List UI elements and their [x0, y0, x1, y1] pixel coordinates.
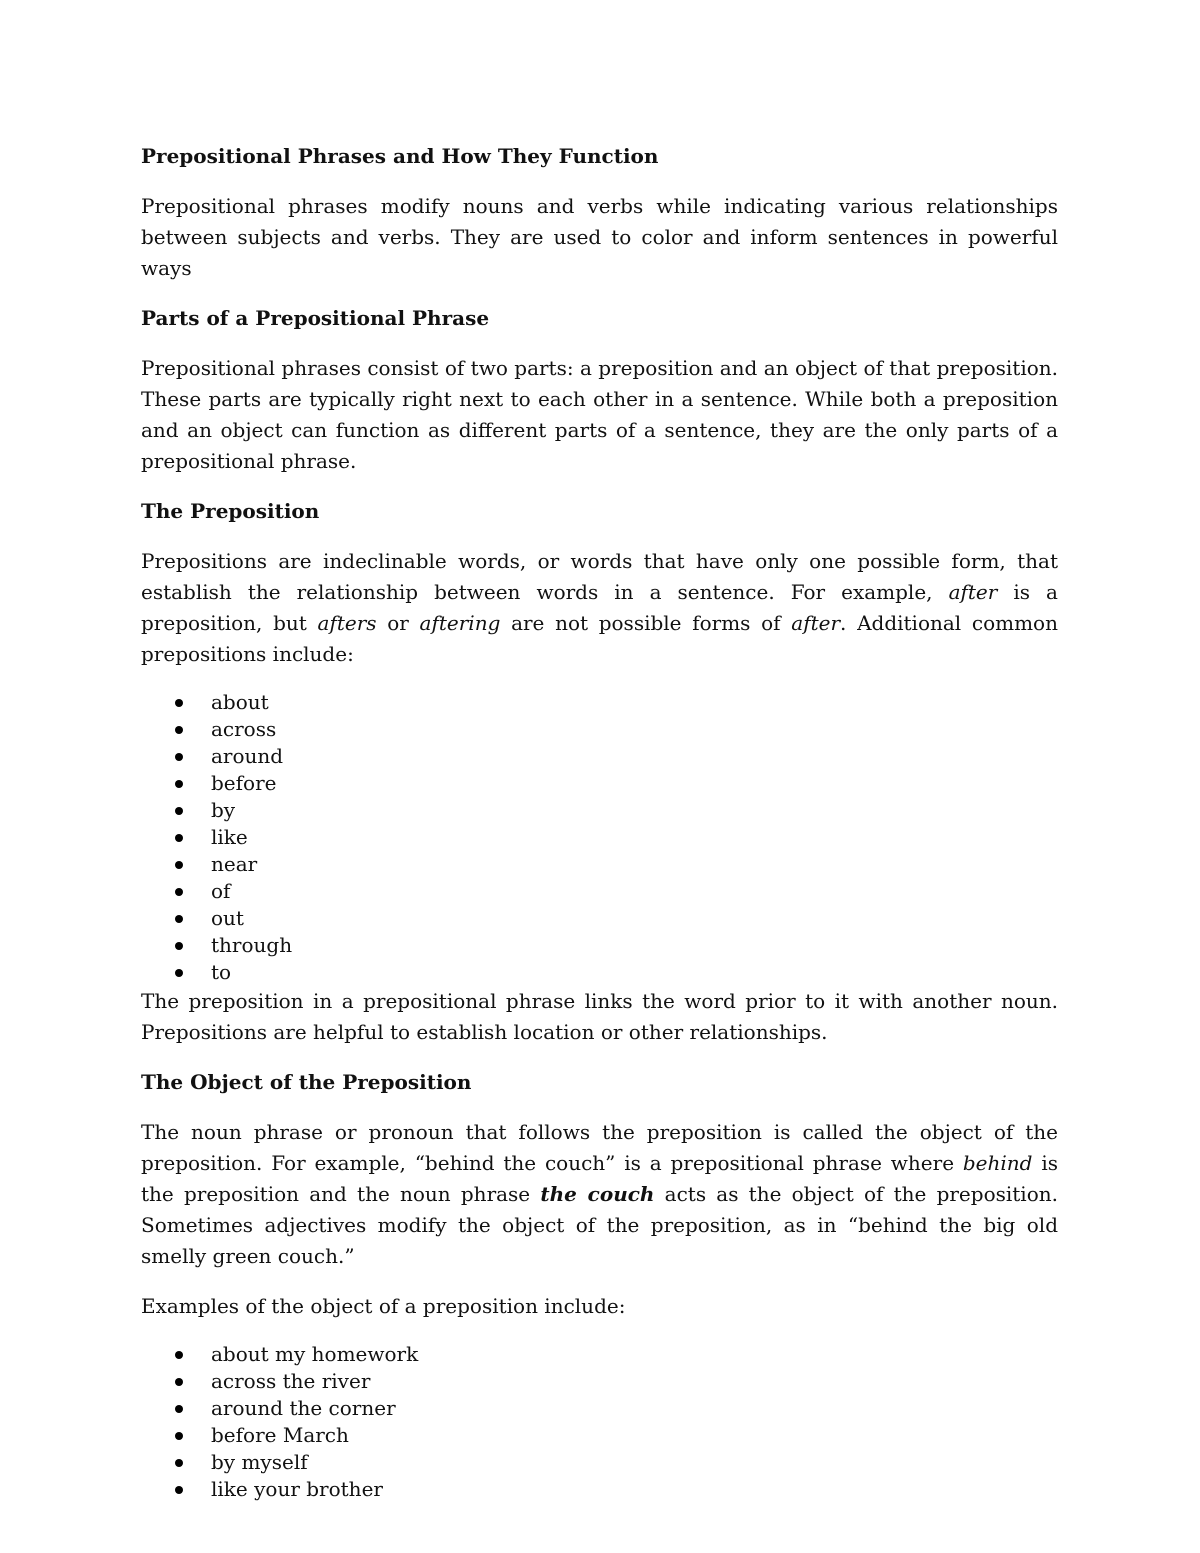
after-list-paragraph: The preposition in a prepositional phrase links the word prior to it with another noun. Prepositions are helpful to establish location or other relationships. — [141, 989, 1058, 1044]
preposition-heading: The Preposition — [141, 499, 320, 523]
list-item: about my homework — [211, 1341, 1058, 1368]
list-item: out — [211, 905, 1058, 932]
parts-paragraph: Prepositional phrases consist of two parts: a preposition and an object of that preposition. These parts are typically right next to each other in a sentence. While both a preposition and an object can function as different parts of a sentence, they are the only parts of a prepositional phrase. — [141, 356, 1058, 473]
list-item: around — [211, 743, 1058, 770]
list-item: by myself — [211, 1449, 1058, 1476]
list-item: across the river — [211, 1368, 1058, 1395]
list-item: before — [211, 770, 1058, 797]
list-item: about — [211, 689, 1058, 716]
example-the-couch: the couch — [540, 1182, 655, 1206]
object-heading: The Object of the Preposition — [141, 1070, 472, 1094]
object-paragraph: The noun phrase or pronoun that follows the preposition is called the object of the preposition. For example, “behind the couch” is a prepositional phrase where behind is the preposition and the noun phrase the couch acts as the object of the preposition. Sometimes adjectives modify the object of the preposition, as in “behind the big old smelly green couch.” — [141, 1120, 1058, 1268]
intro-paragraph: Prepositional phrases modify nouns and verbs while indicating various relationships between subjects and verbs. They are used to color and inform sentences in powerful ways — [141, 194, 1058, 280]
list-item: before March — [211, 1422, 1058, 1449]
list-item: of — [211, 878, 1058, 905]
preposition-paragraph: Prepositions are indeclinable words, or words that have only one possible form, that establish the relationship between words in a sentence. For example, after is a preposition, but afters or aftering are not possible forms of after. Additional common prepositions include: — [141, 549, 1058, 666]
example-afters: afters — [317, 611, 377, 635]
examples-intro: Examples of the object of a preposition include: — [141, 1294, 626, 1318]
list-item: around the corner — [211, 1395, 1058, 1422]
object-examples-list — [141, 1341, 1058, 1503]
document-page — [141, 141, 1058, 1503]
example-after: after — [948, 580, 998, 604]
list-item: like your brother — [211, 1476, 1058, 1503]
prepositions-list — [141, 689, 1058, 986]
list-item: across — [211, 716, 1058, 743]
document-title: Prepositional Phrases and How They Function — [141, 144, 659, 168]
list-item: like — [211, 824, 1058, 851]
list-item: near — [211, 851, 1058, 878]
example-after-2: after — [791, 611, 841, 635]
example-behind: behind — [962, 1151, 1033, 1175]
example-aftering: aftering — [419, 611, 501, 635]
parts-heading: Parts of a Prepositional Phrase — [141, 306, 490, 330]
list-item: by — [211, 797, 1058, 824]
list-item: through — [211, 932, 1058, 959]
list-item: to — [211, 959, 1058, 986]
